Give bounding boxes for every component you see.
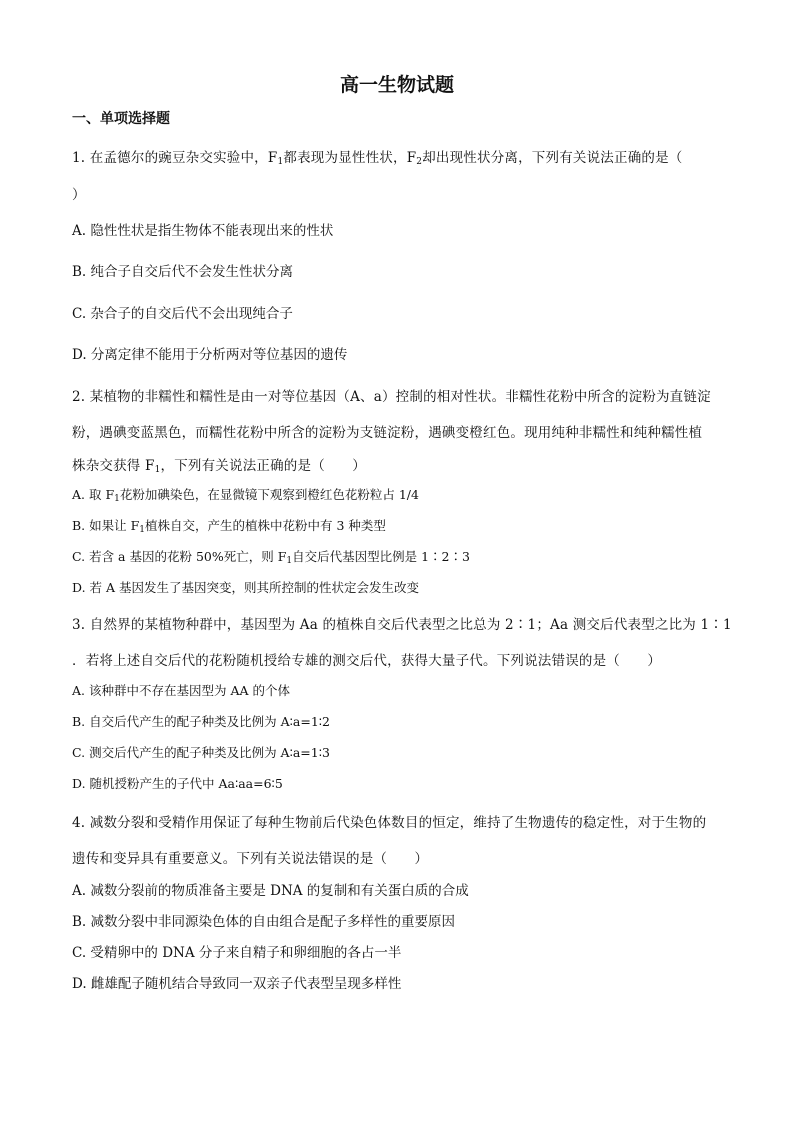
q1-option-a: A. 隐性性状是指生物体不能表现出来的性状 xyxy=(72,223,334,239)
q2-option-b-text-b: 植株自交，产生的植株中花粉中有 3 种类型 xyxy=(145,518,386,533)
q2-option-a-subscript: 1 xyxy=(114,494,120,504)
q1-option-c: C. 杂合子的自交后代不会出现纯合子 xyxy=(72,306,293,322)
q2-stem-line1: 2. 某植物的非糯性和糯性是由一对等位基因（A、a）控制的相对性状。非糯性花粉中所含的淀粉为直链淀 xyxy=(72,389,711,405)
q2-option-d: D. 若 A 基因发生了基因突变，则其所控制的性状定会发生改变 xyxy=(72,580,419,595)
q3-option-c: C. 测交后代产生的配子种类及比例为 A∶a=1∶3 xyxy=(72,745,330,760)
q2-stem-line2: 粉，遇碘变蓝黑色，而糯性花粉中所含的淀粉为支链淀粉，遇碘变橙红色。现用纯种非糯性和纯种糯性植 xyxy=(72,425,703,441)
q2-option-c xyxy=(72,547,470,566)
q4-option-a: A. 减数分裂前的物质准备主要是 DNA 的复制和有关蛋白质的合成 xyxy=(72,883,469,899)
q1-text-b: 都表现为显性性状，F xyxy=(283,150,417,166)
q3-stem-line1: 3. 自然界的某植物种群中，基因型为 Aa 的植株自交后代表型之比总为 2∶1；Aa 测交后代表型之比为 1∶1 xyxy=(72,617,732,633)
q2-option-b-subscript: 1 xyxy=(139,525,146,535)
q1-option-b: B. 纯合子自交后代不会发生性状分离 xyxy=(72,264,294,280)
q3-option-b: B. 自交后代产生的配子种类及比例为 A∶a=1∶2 xyxy=(72,714,330,729)
q4-option-b: B. 减数分裂中非同源染色体的自由组合是配子多样性的重要原因 xyxy=(72,914,456,930)
q2-text-a: 株杂交获得 F xyxy=(72,458,155,474)
q2-option-a xyxy=(72,485,419,504)
q1-text-c: 却出现性状分离，下列有关说法正确的是（ xyxy=(422,150,683,166)
q4-option-c: C. 受精卵中的 DNA 分子来自精子和卵细胞的各占一半 xyxy=(72,945,402,961)
page-title: 高一生物试题 xyxy=(339,74,454,96)
q2-option-c-text-a: C. 若含 a 基因的花粉 50%死亡，则 F xyxy=(72,549,287,564)
q1-subscript-2: 2 xyxy=(416,157,423,167)
q3-option-a: A. 该种群中不存在基因型为 AA 的个体 xyxy=(72,683,290,698)
q1-subscript-1: 1 xyxy=(277,157,284,167)
q2-option-a-text-a: A. 取 F xyxy=(72,487,115,502)
q2-option-b xyxy=(72,516,386,535)
q2-option-b-text-a: B. 如果让 F xyxy=(72,518,140,533)
q2-option-c-subscript: 1 xyxy=(286,556,293,566)
q1-stem-line2: ） xyxy=(72,187,86,203)
q4-stem-line1: 4. 减数分裂和受精作用保证了每种生物前后代染色体数目的恒定，维持了生物遗传的稳定性，对于生物的 xyxy=(72,815,707,831)
q3-option-d: D. 随机授粉产生的子代中 Aa∶aa=6∶5 xyxy=(72,776,283,791)
q4-option-d: D. 雌雄配子随机结合导致同一双亲子代表型呈现多样性 xyxy=(72,976,402,992)
q4-stem-line2: 遗传和变异具有重要意义。下列有关说法错误的是（ ） xyxy=(72,851,429,867)
q1-text-a: 1. 在孟德尔的豌豆杂交实验中，F xyxy=(72,150,278,166)
q2-subscript: 1 xyxy=(154,465,161,475)
section-heading: 一、单项选择题 xyxy=(72,111,170,127)
q2-text-b: ，下列有关说法正确的是（ ） xyxy=(160,458,366,474)
q2-stem-line3 xyxy=(72,454,366,475)
q1-option-d: D. 分离定律不能用于分析两对等位基因的遗传 xyxy=(72,347,348,363)
q1-stem-line1 xyxy=(72,146,683,167)
q2-option-a-text-b: 花粉加碘染色，在显微镜下观察到橙红色花粉粒占 1/4 xyxy=(119,487,419,502)
q2-option-c-text-b: 自交后代基因型比例是 1∶2∶3 xyxy=(292,549,470,564)
q3-stem-line2: ．若将上述自交后代的花粉随机授给专雄的测交后代，获得大量子代。下列说法错误的是（ ） xyxy=(72,653,662,669)
